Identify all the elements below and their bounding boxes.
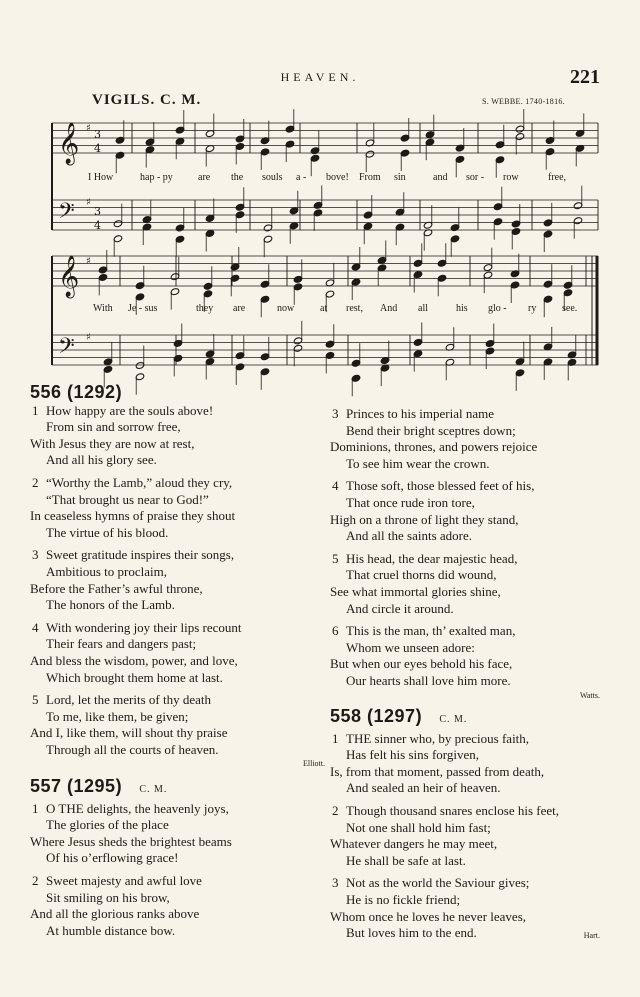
note-head [515, 125, 524, 133]
note-head [483, 271, 492, 279]
right-column [330, 406, 610, 944]
stanza-line-text: Sweet gratitude inspires their songs, [46, 547, 235, 563]
note-head [351, 263, 360, 271]
time-signature-top: 3 [94, 205, 101, 218]
note-head [413, 271, 422, 279]
stanza-line: In ceaseless hymns of praise they shout [30, 508, 236, 524]
stanza-first-line [30, 547, 330, 564]
note-head [285, 140, 294, 148]
stanza-number: 1 [332, 730, 339, 746]
stanza-line: Bend their bright sceptres down; [346, 422, 516, 438]
stanza-line: The honors of the Lamb. [46, 597, 175, 613]
stanza-line: But when our eyes behold his face, [330, 656, 513, 672]
note-head [173, 354, 182, 362]
stanza-line: With Jesus they are now at rest, [30, 435, 195, 451]
stanza-number: 6 [332, 623, 339, 639]
note-head [573, 217, 582, 225]
lyric-syllable: From [359, 172, 381, 183]
time-signature-bottom: 4 [94, 219, 101, 232]
stanza-line: He is no fickle friend; [346, 892, 461, 908]
note-head [325, 340, 334, 348]
note-head [543, 295, 552, 303]
note-head [365, 150, 374, 158]
key-signature-sharp: ♯ [86, 123, 91, 134]
stanza-first-line [330, 875, 610, 892]
note-head [203, 282, 212, 290]
note-head [170, 288, 179, 296]
stanza-first-line [330, 478, 610, 495]
stanza-first-line [30, 475, 330, 492]
stanza-line: High on a throne of light they stand, [330, 511, 519, 527]
lyric-syllable: I How [88, 172, 114, 183]
stanza-number: 3 [332, 406, 339, 421]
hymn-558-heading: 558 (1297) [330, 706, 423, 727]
note-head [493, 203, 502, 211]
stanza-line: That once rude iron tore, [346, 494, 475, 510]
stanza-number: 1 [32, 402, 39, 418]
stanza-line: Whatever dangers he may meet, [330, 836, 498, 852]
hymn-558-text [330, 731, 610, 942]
lyric-syllable: And [380, 303, 398, 314]
hymn-556-continued-author: Watts. [579, 690, 600, 700]
note-head [493, 218, 502, 226]
note-head [260, 295, 269, 303]
note-head [351, 374, 360, 382]
hymn-556-continued [330, 406, 610, 690]
note-head [483, 264, 492, 272]
stanza-first-line [330, 803, 610, 820]
stanza-first-line [30, 801, 330, 818]
lyric-syllable: rest, [346, 303, 363, 314]
note-head [135, 293, 144, 301]
stanza-line-text: This is the man, th’ exalted man, [346, 623, 516, 639]
stanza-line: And I, like them, will shout thy praise [30, 725, 228, 741]
note-head [563, 289, 572, 297]
stanza [330, 551, 610, 617]
note-head [263, 224, 272, 232]
lyric-syllable: glo - [488, 303, 507, 314]
stanza-line: But loves him to the end. [346, 925, 477, 941]
note-head [205, 214, 214, 222]
stanza-line: And circle it around. [346, 600, 454, 616]
lyric-syllable: hap - py [140, 172, 173, 183]
lyric-syllable: at [320, 303, 328, 314]
stanza [30, 475, 330, 541]
hymn-556-heading: 556 (1292) [30, 382, 123, 402]
note-head [235, 203, 244, 211]
hymn-558-header [330, 708, 610, 729]
composer: S. WEBBE. 1740-1816. [482, 97, 565, 106]
lyric-syllable: sor - [466, 172, 485, 183]
lyric-syllable: ry [528, 303, 537, 314]
note-head [485, 340, 494, 348]
stanza-line: Has felt his sins forgiven, [346, 747, 479, 763]
stanza-line-text: Those soft, those blessed feet of his, [346, 478, 535, 494]
note-head [313, 209, 322, 217]
note-head [205, 357, 214, 365]
note-head [543, 280, 552, 288]
stanza-line: Our hearts shall love him more. [346, 672, 511, 688]
note-head [495, 141, 504, 149]
stanza-line: And sealed an heir of heaven. [346, 780, 501, 796]
note-head [235, 352, 244, 360]
note-head [313, 201, 322, 209]
stanza-line: Of his o’erflowing grace! [46, 850, 179, 866]
note-head [98, 273, 107, 281]
note-head [413, 338, 422, 346]
stanza-line: Before the Father’s awful throne, [30, 580, 203, 596]
lyric-syllable: With [93, 303, 113, 314]
stanza [330, 803, 610, 869]
hymn-556-text [30, 403, 330, 759]
note-head [145, 146, 154, 154]
note-head [170, 273, 179, 281]
bass-clef: 𝄢 [58, 334, 75, 364]
stanza-number: 3 [332, 875, 339, 891]
note-head [135, 282, 144, 290]
stanza-line: Through all the courts of heaven. [46, 741, 219, 757]
stanza-number: 5 [32, 692, 39, 708]
note-head [115, 136, 124, 144]
stanza-number: 5 [332, 550, 339, 566]
note-head [289, 207, 298, 215]
hymn-558-meter: C. M. [439, 714, 468, 726]
note-head [511, 227, 520, 235]
note-head [293, 344, 302, 352]
stanza-number: 2 [32, 873, 39, 889]
key-signature-sharp: ♯ [86, 332, 91, 343]
hymn-557-header [30, 778, 330, 799]
note-head [425, 131, 434, 139]
stanza-line: The glories of the place [46, 817, 169, 833]
stanza-line: Not one shall hold him fast; [346, 819, 491, 835]
note-head [310, 147, 319, 155]
note-head [260, 368, 269, 376]
note-head [260, 280, 269, 288]
lyric-syllable: the [231, 172, 244, 183]
stanza-line-text: THE sinner who, by precious faith, [346, 730, 530, 746]
note-head [203, 290, 212, 298]
page-number: 221 [570, 66, 600, 88]
note-head [351, 278, 360, 286]
lyric-syllable: sin [394, 172, 406, 183]
note-head [175, 126, 184, 134]
stanza-line-text: With wondering joy their lips recount [46, 619, 242, 635]
stanza-line: To me, like them, be given; [46, 708, 189, 724]
treble-clef: 𝄞 [58, 256, 80, 297]
stanza-line-text: “Worthy the Lamb,” aloud they cry, [46, 474, 233, 490]
stanza-line: Whom we unseen adore: [346, 639, 475, 655]
stanza [30, 692, 330, 758]
stanza [330, 623, 610, 689]
note-head [175, 235, 184, 243]
note-head [515, 358, 524, 366]
note-head [175, 137, 184, 145]
stanza-line: Whom once he loves he never leaves, [330, 908, 527, 924]
note-head [511, 220, 520, 228]
key-signature-sharp: ♯ [86, 256, 91, 267]
note-head [205, 229, 214, 237]
note-head [293, 275, 302, 283]
note-head [260, 148, 269, 156]
stanza-first-line [330, 551, 610, 568]
note-head [545, 148, 554, 156]
note-head [135, 362, 144, 370]
note-head [485, 347, 494, 355]
note-head [363, 222, 372, 230]
stanza [30, 547, 330, 613]
stanza-line: Ambitious to proclaim, [46, 563, 167, 579]
note-head [115, 151, 124, 159]
lyric-syllable: they [196, 303, 214, 314]
lyric-syllable: Je - sus [128, 303, 158, 314]
note-head [363, 211, 372, 219]
hymn-557-heading: 557 (1295) [30, 776, 123, 797]
stanza-line-text: Not as the world the Saviour gives; [346, 875, 530, 891]
note-head [113, 235, 122, 243]
time-signature-top: 3 [94, 128, 101, 141]
lyric-syllable: see. [562, 303, 578, 314]
note-head [135, 373, 144, 381]
lyric-syllable: are [198, 172, 211, 183]
stanza-line: Where Jesus sheds the brightest beams [30, 833, 232, 849]
note-head [145, 138, 154, 146]
note-head [235, 211, 244, 219]
note-head [515, 369, 524, 377]
note-head [437, 274, 446, 282]
stanza-line: Which brought them home at last. [46, 669, 223, 685]
stanza [30, 873, 330, 939]
lyric-syllable: now [277, 303, 295, 314]
note-head [98, 266, 107, 274]
stanza [330, 731, 610, 797]
stanza-number: 2 [32, 474, 39, 490]
stanza [330, 478, 610, 544]
hymn-557-text [30, 801, 330, 940]
note-head [573, 202, 582, 210]
note-head [400, 149, 409, 157]
stanza-number: 4 [332, 478, 339, 494]
stanza-first-line [30, 403, 330, 420]
note-head [455, 155, 464, 163]
note-head [351, 359, 360, 367]
stanza [330, 406, 610, 472]
note-head [263, 235, 272, 243]
note-head [260, 353, 269, 361]
tune-name: VIGILS. C. M. [92, 92, 202, 108]
stanza-line: The virtue of his blood. [46, 524, 169, 540]
hymn-557-meter: C. M. [139, 784, 168, 796]
stanza-first-line [330, 406, 610, 423]
note-head [413, 259, 422, 267]
stanza-line-text: How happy are the souls above! [46, 402, 214, 418]
stanza-line: Sit smiling on his brow, [46, 889, 170, 905]
stanza-line: That cruel thorns did wound, [346, 567, 497, 583]
note-head [543, 219, 552, 227]
note-head [235, 363, 244, 371]
running-head: HEAVEN. [280, 70, 360, 84]
stanza-first-line [30, 873, 330, 890]
lyric-syllable: and [433, 172, 448, 183]
note-head [173, 339, 182, 347]
stanza-line-text: Sweet majesty and awful love [46, 873, 202, 889]
stanza-number: 4 [32, 619, 39, 635]
time-signature-bottom: 4 [94, 142, 101, 155]
left-column [30, 384, 330, 945]
stanza-first-line [330, 623, 610, 640]
note-head [425, 138, 434, 146]
note-head [289, 222, 298, 230]
stanza-line: And all his glory see. [46, 452, 157, 468]
note-head [543, 230, 552, 238]
note-head [495, 156, 504, 164]
note-head [437, 259, 446, 267]
lyric-syllable: bove! [326, 172, 349, 183]
stanza [30, 801, 330, 867]
lyric-syllable: souls [262, 172, 283, 183]
stanza-line-text: Lord, let the merits of thy death [46, 692, 211, 708]
lyric-syllable: his [456, 303, 468, 314]
note-head [235, 142, 244, 150]
stanza-line: Dominions, thrones, and powers rejoice [330, 439, 538, 455]
stanza-line: And all the glorious ranks above [30, 906, 200, 922]
stanza-line: From sin and sorrow free, [46, 419, 181, 435]
lyric-syllable: all [418, 303, 428, 314]
note-head [510, 281, 519, 289]
note-head [450, 235, 459, 243]
stanza-line: To see him wear the crown. [346, 455, 490, 471]
lyric-syllable: row [503, 172, 519, 183]
lyric-syllable: a - [296, 172, 307, 183]
stanza-line: He shall be safe at last. [346, 852, 466, 868]
note-head [413, 350, 422, 358]
note-head [293, 337, 302, 345]
note-head [103, 365, 112, 373]
stanza-line-text: Princes to his imperial name [346, 406, 495, 421]
hymn-558-author: Hart. [583, 930, 600, 940]
stanza-first-line [30, 620, 330, 637]
note-head [175, 224, 184, 232]
note-head [515, 133, 524, 141]
note-head [400, 134, 409, 142]
stanza-line-text: Though thousand snares enclose his feet, [346, 803, 560, 819]
stanza-line: And all the saints adore. [346, 528, 472, 544]
stanza-first-line [330, 731, 610, 748]
stanza [30, 620, 330, 686]
stanza-line: See what immortal glories shine, [330, 583, 501, 599]
stanza-line: And bless the wisdom, power, and love, [30, 652, 238, 668]
stanza-number: 1 [32, 800, 39, 816]
stanza-number: 3 [32, 547, 39, 563]
note-head [563, 281, 572, 289]
stanza-number: 2 [332, 803, 339, 819]
treble-clef: 𝄞 [58, 123, 80, 164]
stanza-line-text: O THE delights, the heavenly joys, [46, 800, 229, 816]
note-head [205, 350, 214, 358]
lyric-syllable: free, [548, 172, 567, 183]
note-head [325, 351, 334, 359]
stanza-line: Is, from that moment, passed from death, [330, 763, 545, 779]
stanza-line: “That brought us near to God!” [46, 491, 209, 507]
stanza-line: Their fears and dangers past; [46, 636, 197, 652]
note-head [310, 154, 319, 162]
stanza-line: At humble distance bow. [46, 922, 176, 938]
lyric-syllable: are [233, 303, 246, 314]
note-head [113, 220, 122, 228]
stanza-first-line [30, 692, 330, 709]
note-head [235, 135, 244, 143]
note-head [285, 125, 294, 133]
hymn-556-author: Elliott. [303, 759, 325, 769]
stanza-line-text: His head, the dear majestic head, [346, 550, 518, 566]
note-head [293, 283, 302, 291]
note-head [325, 290, 334, 298]
bass-clef: 𝄢 [58, 199, 75, 229]
key-signature-sharp: ♯ [86, 197, 91, 208]
stanza [30, 403, 330, 469]
